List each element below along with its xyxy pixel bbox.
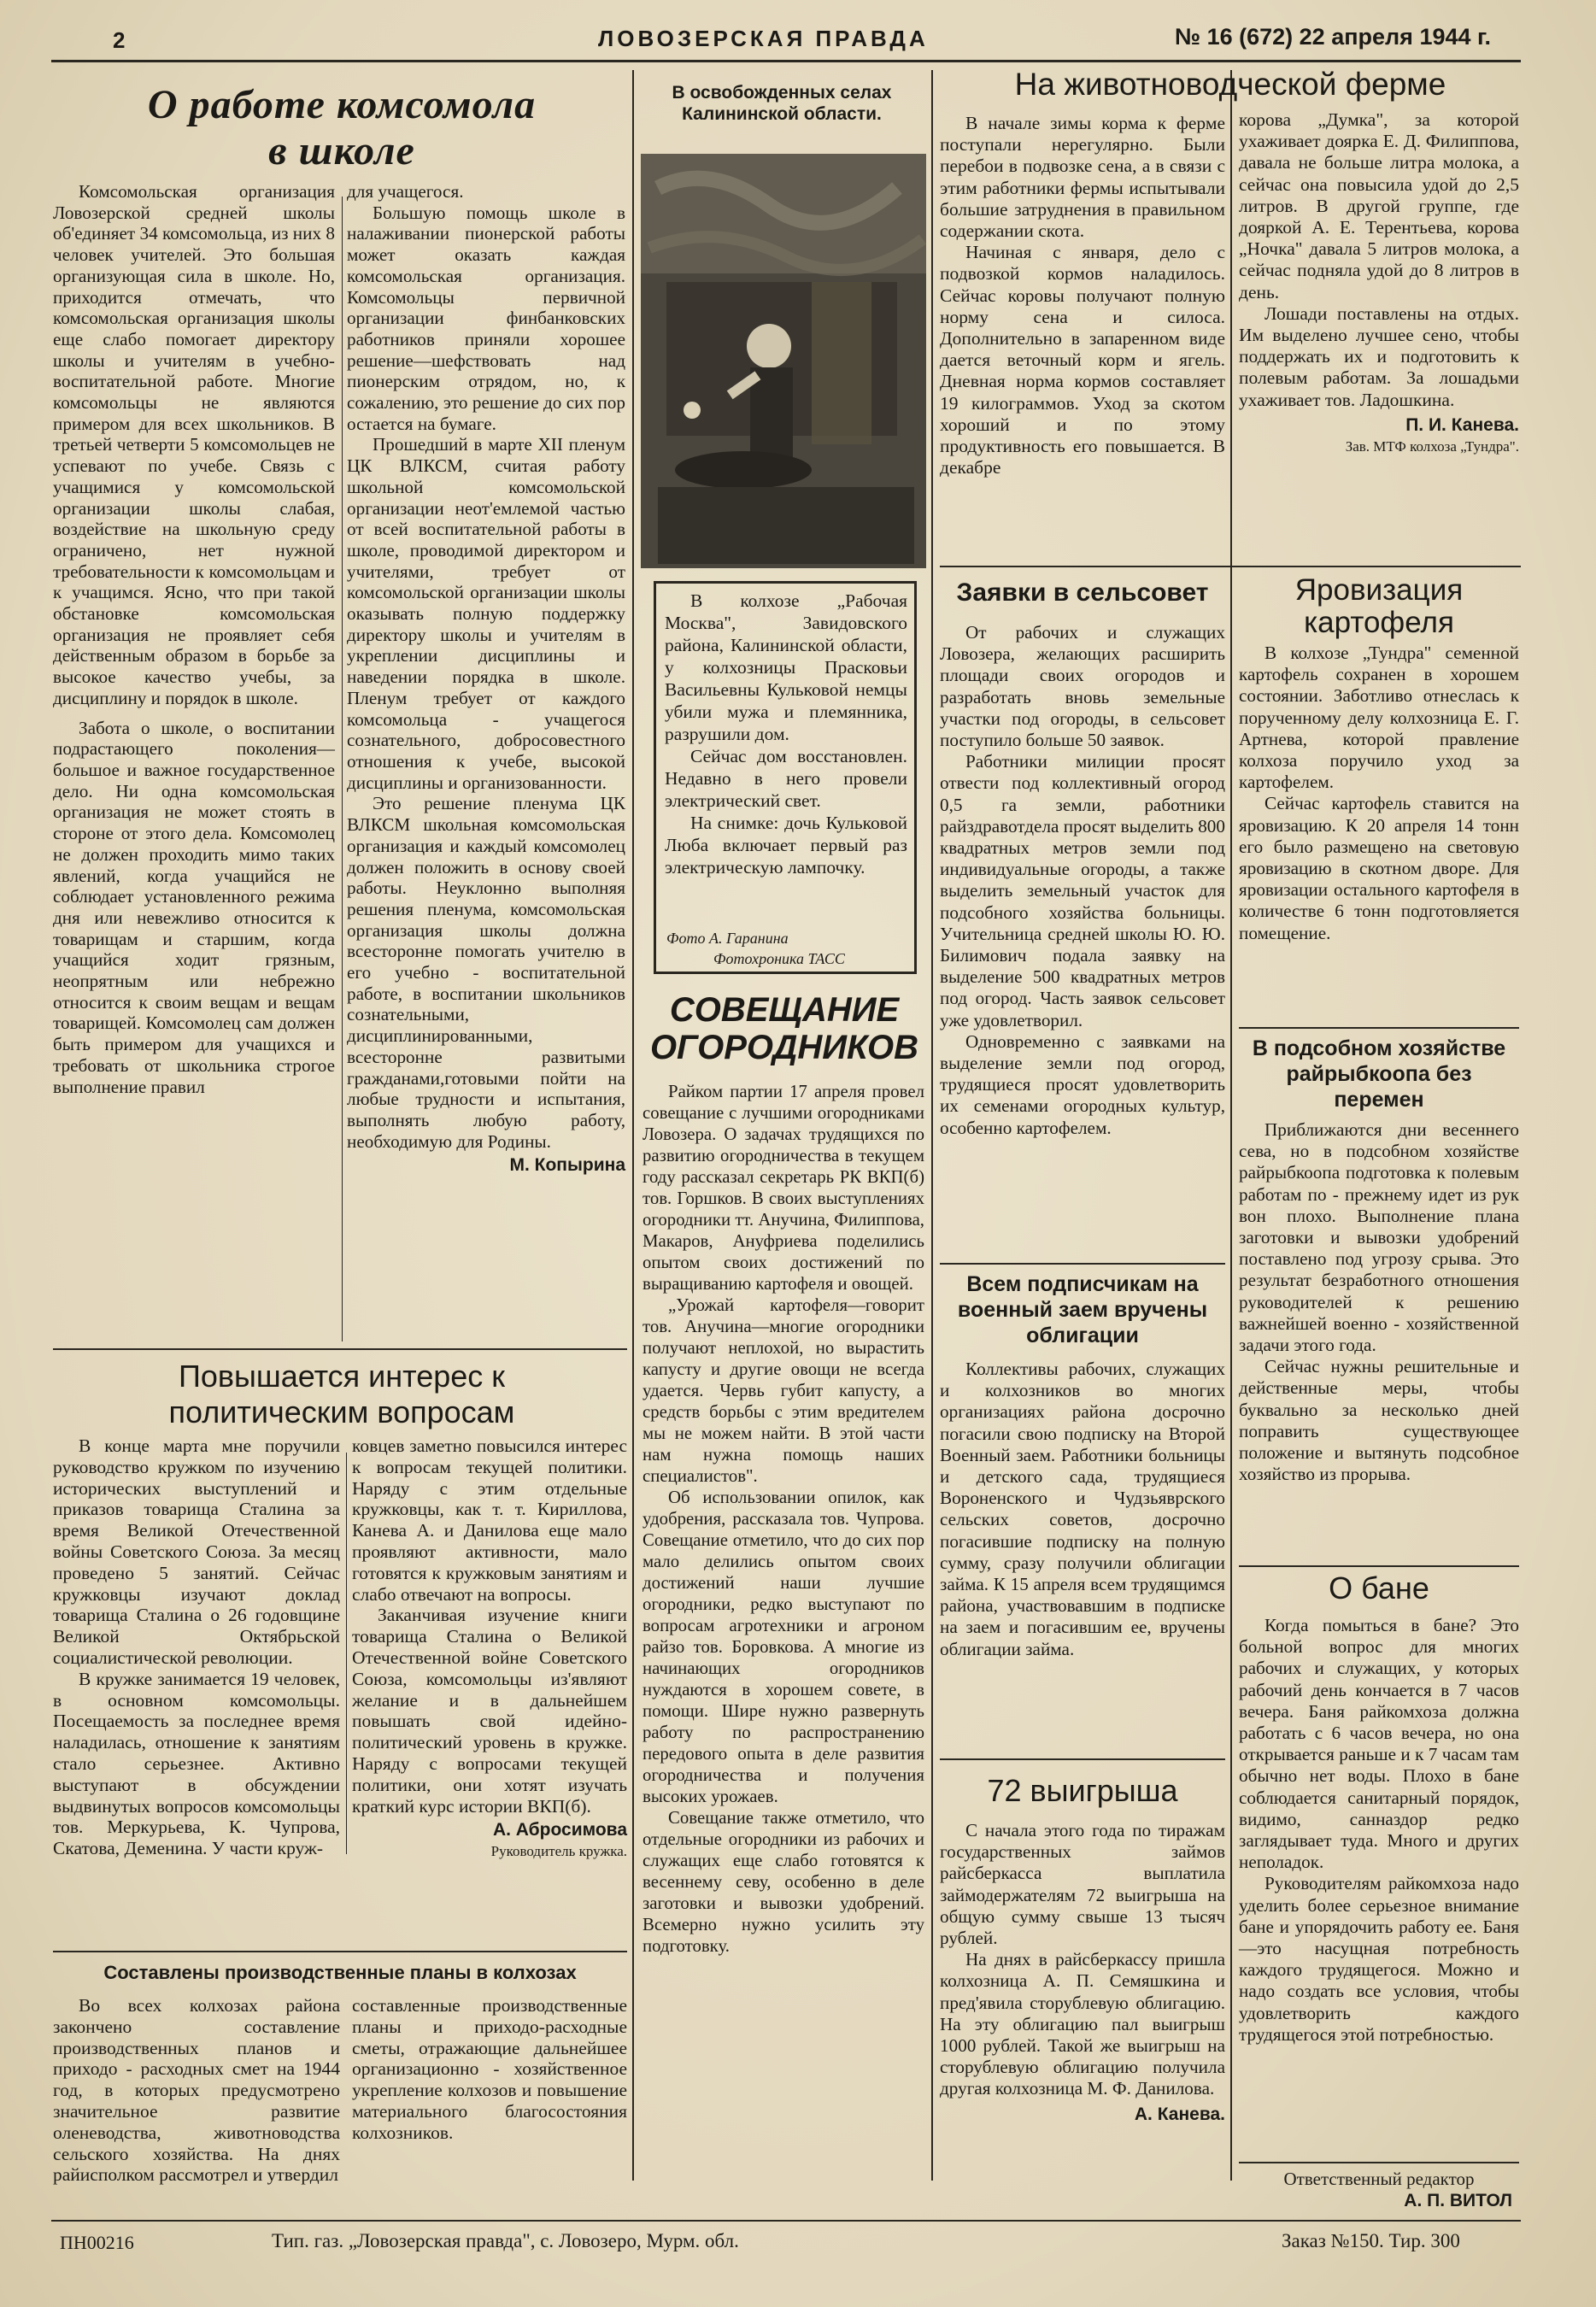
yarovizatsiya-body <box>1239 643 1519 1036</box>
paragraph: В кружке занимается 19 человек, в основном комсомольцы. Посещаемость за последнее время наладилась, отношение к занятиям стало серьезнее. Активно выступают в обсуждении выдвинутых вопросов комсомольцы тов. Меркурьева, К. Чупрова, Скатова, Деменина. У части круж- <box>53 1668 340 1859</box>
interes-byline: А. Абросимова <box>492 1820 627 1840</box>
paragraph: Когда помыться в бане? Это больной вопрос для многих рабочих и служащих, у которых рабочий день кончается в 7 часов вечера. Баня райкомхоза должна работать с 6 часов вечера, но она открывается раньше и к 7 часам там обычно нет воды. Плохо в бане соблюдается санитарный порядок, видимо, санназдор редко заглядывает туда. Много и других неполадок. <box>1239 1615 1519 1873</box>
vyigrysha-headline: 72 выигрыша <box>987 1773 1178 1808</box>
paper-name: ЛОВОЗЕРСКАЯ ПРАВДА <box>598 26 929 51</box>
paragraph: Сейчас картофель ставится на яровизацию. К 20 апреля 14 тонн его было размещено на световую яровизацию в скотном дворе. Для яровизации остального картофеля в количестве 6 тонн подготовляется помещение. <box>1239 793 1519 943</box>
paragraph: С начала этого года по тиражам государственных займов райсберкасса выплатила займодержателям 72 выигрыша на общую сумму свыше 13 тысяч рублей. <box>940 1820 1225 1949</box>
soveshchanie-headline <box>641 991 928 1066</box>
column-rule <box>632 70 634 2181</box>
column-rule <box>1230 70 1232 2181</box>
paragraph: для учащегося. <box>347 181 464 202</box>
paragraph: В колхозе „Рабочая Москва", Завидовского района, Калининской области, у колхозницы Прасковьи Васильевны Кульковой немцы убили мужа и племянника, разрушили дом. <box>665 590 907 744</box>
section-rule <box>1239 1565 1519 1567</box>
photo-credit-author: Фото А. Гаранина <box>666 930 789 947</box>
paragraph: Это решение пленума ЦК ВЛКСМ школьная комсомольская организация и каждый комсомолец должен положить в основу своей работы. Неуклонно выполняя решения пленума, комсомольская организация школы должна всесторонне помогать учителю в его учебно - воспитательной работе, в воспитании школьников сознательными, дисциплинированными, всесторонне развитыми гражданами,готовыми пойти на любые трудности и испытания, выполнять любую работу, необходимую для Родины. <box>347 793 625 1152</box>
plany-col2 <box>352 1995 627 2170</box>
soveshchanie-body <box>643 1081 924 2213</box>
podpischiki-headline: Всем подписчикам на военный заем вручены облигации <box>957 1272 1208 1347</box>
editor-name: А. П. ВИТОЛ <box>1404 2191 1512 2210</box>
photo-image <box>641 154 926 568</box>
podsobnoe-headline: В подсобном хозяйстве райрыбкоопа без перемен <box>1252 1036 1506 1112</box>
komsomol-col1 <box>53 181 335 1339</box>
paragraph: Заканчивая изучение книги товарища Сталина о Великой Отечественной войне Советского Союза, комсомольцы из'являют желание и в дальнейшем повышать свой идейно-политический уровень в кружке. Наряду с вопросами текущей политики, они хотят изучать краткий курс истории ВКП(б). <box>352 1605 627 1817</box>
paragraph: Райком партии 17 апреля провел совещание с лучшими огородниками Ловозера. О задачах трудящихся по развитию огородничества в текущем году рассказал секретарь РК ВКП(б) тов. Горшков. В своих выступлениях огородники тт. Анучина, Филиппова, Макаров, Ануфриева поделились опытом своих достижений по выращиванию картофеля и овощей. <box>643 1082 924 1294</box>
soveshchanie-title-line2: ОГОРОДНИКОВ <box>649 1029 919 1066</box>
ferma-col1 <box>940 113 1225 564</box>
ferma-col2 <box>1239 109 1519 562</box>
ferma-byline: П. И. Канева. <box>1405 414 1519 435</box>
paragraph: На снимке: дочь Кульковой Люба включает первый раз электрическую лампочку. <box>665 813 907 878</box>
footer-rule <box>51 2220 1521 2222</box>
section-rule <box>1239 2162 1519 2163</box>
paragraph: корова „Думка", за которой ухаживает доярка Е. Д. Филиппова, давала не больше литра молока, а сейчас она повысила удой до 2,5 литров. В другой группе, где дояркой А. Е. Терентьева, корова „Ночка" давала 5 литров молока, а сейчас подняла удой до 8 литров в день. <box>1239 109 1519 302</box>
bane-headline: О бане <box>1329 1570 1429 1606</box>
vyigrysha-byline: А. Канева. <box>1134 2104 1225 2124</box>
photo-credit-agency: Фотохроника ТАСС <box>713 950 845 967</box>
editor-title: Ответственный редактор <box>1283 2169 1475 2189</box>
section-rule <box>940 1263 1225 1265</box>
photo-caption-title: В освобожденных селах Калининской области. <box>672 83 892 124</box>
column-rule <box>931 70 933 2181</box>
footer-code: ПН00216 <box>60 2232 134 2253</box>
section-rule <box>940 1758 1225 1760</box>
yarovizatsiya-headline <box>1239 574 1519 639</box>
yarovizatsiya-title-line1: Яровизация <box>1294 573 1464 607</box>
paragraph: Лошади поставлены на отдых. Им выделено лучшее сено, чтобы поддержать их и подготовить к полевым работам. За лошадьми ухаживает тов. Ладошкина. <box>1239 302 1519 410</box>
interes-title-line2: политическим вопросам <box>168 1394 515 1429</box>
paragraph: Совещание также отметило, что отдельные огородники из рабочих и служащих еще слабо готовятся к весеннему севу, особенно в деле заготовки и вывозки удобрений. Всемерно нужно усилить эту подготовку. <box>643 1808 924 1956</box>
paragraph: ковцев заметно повысился интерес к вопросам текущей политики. Наряду с этим отдельные кружковцы, как т. т. Кириллова, Канева А. и Данилова еще мало проявляют активности, мало готовятся к кружковым занятиям и слабо отвечают на вопросы. <box>352 1435 627 1605</box>
paragraph: Во всех колхозах района закончено составление производственных планов и приходо - расходных смет на 1944 год, в которых предусмотрено значительное развитие оленеводства, животноводства сельского хозяйства. На днях райисполком рассмотрел и утвердил <box>53 1995 340 2186</box>
paragraph: Большую помощь школе в налаживании пионерской работы может оказать каждая комсомольская организация. Комсомольцы первичной организации финбанковских работников приняли хорошее решение—шефствовать над пионерским отрядом, но, к сожалению, это решение до сих пор остается на бумаге. <box>347 202 625 434</box>
section-rule <box>1239 1027 1519 1029</box>
paragraph: Сейчас нужны решительные и действенные меры, чтобы буквально за несколько дней поправить существующее положение и вытянуть подсобное хозяйство из прорыва. <box>1239 1356 1519 1485</box>
column-rule <box>346 1453 347 1854</box>
footer-order: Заказ №150. Тир. 300 <box>1282 2230 1460 2251</box>
paragraph: В начале зимы корма к ферме поступали нерегулярно. Были перебои в подвозке сена, а в связи с этим работники фермы испытывали большие затруднения в правильном содержании скота. <box>940 113 1225 242</box>
photo-text <box>665 590 907 906</box>
komsomol-headline <box>68 82 615 174</box>
interes-title-line1: Повышается интерес к <box>178 1359 506 1394</box>
paragraph: От рабочих и служащих Ловозера, желающих расширить площади своих огородов и разработать вновь земельные участки под огороды, в сельсовет поступило больше 50 заявок. <box>940 622 1225 751</box>
komsomol-col2 <box>347 181 625 1339</box>
komsomol-byline: М. Копырина <box>509 1155 625 1176</box>
paragraph: „Урожай картофеля—говорит тов. Анучина—многие огородники получают неплохой, но вырастить капусту и другие овощи не всегда удается. Червь губит капусту, а средств борьбы с этим вредителем мы не можем найти. В этой части нам нужна помощь наших специалистов". <box>643 1295 924 1486</box>
paragraph: Комсомольская организация Ловозерской средней школы об'единяет 34 комсомольца, из них 8 человек учителей. Это большая организующая сила в школе. Но, приходится отмечать, что комсомольская организация школы еще слабо помогает директору школы и учителям в учебно-воспитательной работе. Многие комсомольцы не являются примером для всех школьников. В третьей четверти 5 комсомольцев не успевают по учебе. Связь с учащимися у комсомольской организации школы слабая, воздействие на школьную среду ограничено, нет нужной требовательности к комсомольцам и к учащимся. Ясно, что при такой обстановке комсомольская организация не проявляет себя действенным образом в борьбе за высокое качество учебы, за дисциплину и порядок в школе. <box>53 181 335 708</box>
issue-info: № 16 (672) 22 апреля 1944 г. <box>1175 24 1492 50</box>
paragraph: Приближаются дни весеннего сева, но в подсобном хозяйстве райрыбкоопа подготовка к полевым работам по - прежнему идет из рук вон плохо. Выполнение плана заготовки и вывозки удобрений поставлено под угрозу срыва. Это результат безработного отношения руководителей к решению важнейшей военно - хозяйственной задачи этого года. <box>1239 1119 1519 1356</box>
bane-body <box>1239 1615 1519 2162</box>
ferma-headline: На животноводческой ферме <box>1014 67 1446 102</box>
section-rule <box>53 1951 627 1952</box>
ferma-byrole: Зав. МТФ колхоза „Тундра". <box>1345 438 1519 455</box>
komsomol-title-line2: в школе <box>268 128 415 173</box>
paragraph: Работники милиции просят отвести под коллективный огород 0,5 га земли, работники райздравотдела просят выделить 800 квадратных метров земли под индивидуальные огороды, а также выделить земельный участок для подсобного хозяйства больницы. Учительница средней школы Ю. Ю. Билимович подала заявку на выделение 500 квадратных метров под огород. Часть заявок сельсовет уже удовлетворил. <box>940 751 1225 1030</box>
interes-col2 <box>352 1435 627 1948</box>
paragraph: В конце марта мне поручили руководство кружком по изучению исторических выступлений и приказов товарища Сталина за время Великой Отечественной войны Советского Союза. За месяц проведено 5 занятий. Сейчас кружковцы изучают доклад товарища Сталина о 26 годовщине Великой Октябрьской социалистической революции. <box>53 1435 340 1668</box>
footer-printer: Тип. газ. „Ловозерская правда", с. Ловозеро, Мурм. обл. <box>272 2230 739 2251</box>
plany-headline: Составлены производственные планы в колхозах <box>103 1962 577 1983</box>
paragraph: Коллективы рабочих, служащих и колхозников во многих организациях района досрочно погасили свою подписку на Второй Военный заем. Работники больницы и детского сада, трудящиеся Вороненского и Чудзьяврского сельских советов, досрочно погасившие подписку на полную сумму, сразу получили облигации займа. К 15 апреля всем трудящимся района, участвовавшим в подписке на заем и погасившим ее, вручены облигации займа. <box>940 1359 1225 1659</box>
paragraph: составленные производственные планы и приходо-расходные сметы, отражающие дальнейшее организационно - хозяйственное укрепление колхозов и повышение материального благосостояния колхозников. <box>352 1995 627 2143</box>
soveshchanie-title-line1: СОВЕЩАНИЕ <box>669 991 900 1029</box>
plany-col1 <box>53 1995 340 2186</box>
paragraph: Об использовании опилок, как удобрения, рассказала тов. Чупрова. Совещание отметило, что до сих пор мало делились опытом своих достижений наши лучшие огородники, редко выступают по вопросам агротехники и агроном райзо тов. Боровкова. А многие из начинающих огородников нуждаются в хорошем совете, в помощи. Шире нужно развернуть работу по распространению передового опыта в деле развития огородничества и получения высоких урожаев. <box>643 1488 924 1806</box>
komsomol-title-line1: О работе комсомола <box>147 82 537 127</box>
page-number: 2 <box>113 27 126 53</box>
paragraph: В колхозе „Тундра" семенной картофель сохранен в хорошем состоянии. Заботливо отнеслась к порученному делу колхозница Е. Г. Артнева, которой правление колхоза поручило уход за картофелем. <box>1239 643 1519 793</box>
photo-illustration <box>641 154 926 568</box>
section-rule <box>53 1348 627 1350</box>
vyigrysha-body <box>940 1820 1225 2222</box>
podsobnoe-body <box>1239 1119 1519 1581</box>
zayavki-body <box>940 622 1225 1259</box>
interes-col1 <box>53 1435 340 1948</box>
masthead-rule <box>51 60 1521 62</box>
section-rule <box>940 566 1521 567</box>
paragraph: Начиная с января, дело с подвозкой кормов наладилось. Сейчас коровы получают полную норму сена и силоса. Дополнительно в запаренном виде дается веточный корм и ягель. Дневная норма кормов составляет 19 килограммов. Уход за скотом хороший и по этому продуктивность его повышается. В декабре <box>940 242 1225 478</box>
column-rule <box>342 197 343 1341</box>
yarovizatsiya-title-line2: картофеля <box>1304 606 1454 639</box>
paragraph: Прошедший в марте XII пленум ЦК ВЛКСМ, считая работу школьной комсомольской организации неот'емлемой частью от всей воспитательной работы в школе, проводимой директором и учителями, требует от комсомольской организации школы оказывать полную поддержку директору школы и учителям в укреплении дисциплины и наведении порядка в школе. Пленум требует от каждого комсомольца - учащегося сознательного, добросовестного отношения к учебе, высокой дисциплины и организованности. <box>347 434 625 793</box>
paragraph: На днях в райсберкассу пришла колхозница А. П. Семяшкина и пред'явила сторублевую облигацию. На эту облигацию пал выигрыш 1000 рублей. Такой же выигрыш на сторублевую облигацию получила другая колхозница М. Ф. Данилова. <box>940 1949 1225 2099</box>
paragraph: Руководителям райкомхоза надо уделить более серьезное внимание бане и упорядочить работу ее. Баня—это насущная потребность каждого трудящегося. Можно и надо создать все условия, чтобы удовлетворить каждого трудящегося этой потребностью. <box>1239 1873 1519 2045</box>
interes-headline <box>60 1359 624 1430</box>
paragraph: Забота о школе, о воспитании подрастающего поколения—большое и важное государственное дело. Ни одна комсомольская организация не может стоять в стороне от этого дела. Комсомолец не должен проходить мимо таких явлений, когда учащийся не соблюдает установленного режима дня или невежливо относится к товарищам и старшим, когда учащийся ходит грязным, неопрятным или небрежно относится к своим вещам и вещам товарищей. Комсомолец сам должен быть примером для учащихся и требовать от школьника строгое выполнение правил <box>53 717 335 1097</box>
podpischiki-body <box>940 1359 1225 1743</box>
paragraph: Сейчас дом восстановлен. Недавно в него провели электрический свет. <box>665 746 907 811</box>
zayavki-headline: Заявки в сельсовет <box>956 578 1209 607</box>
paragraph: Одновременно с заявками на выделение земли под огород, трудящиеся просят удовлетворить их семенами огородных культур, особенно картофелем. <box>940 1030 1225 1138</box>
interes-byrole: Руководитель кружка. <box>490 1843 627 1860</box>
